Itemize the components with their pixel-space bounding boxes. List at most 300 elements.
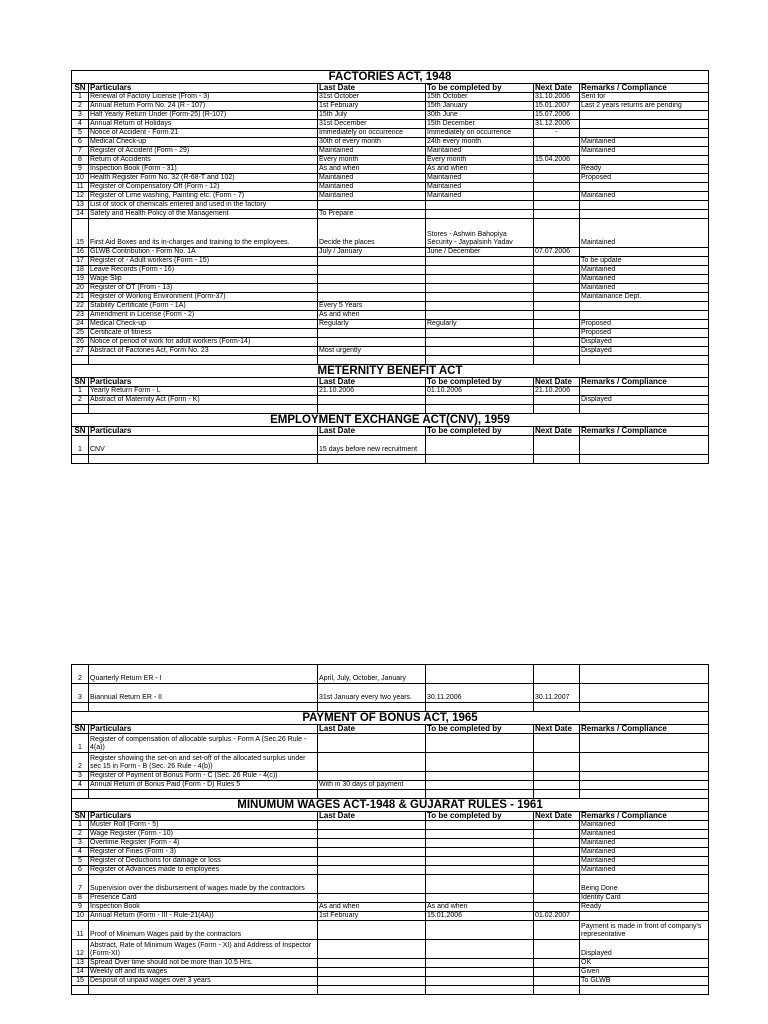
particulars-cell: Annual Return Form No. 24 (R - 107): [89, 102, 318, 111]
serial-number: 11: [72, 921, 89, 940]
serial-number: 2: [72, 830, 89, 839]
remarks-cell: Maintained: [580, 266, 709, 275]
section-title-row: [72, 799, 709, 812]
particulars-cell: Leave Records (Form - 16): [89, 266, 318, 275]
table-row: [72, 320, 709, 329]
header-row: [72, 84, 709, 93]
next-date-cell: 01.02.2007: [534, 912, 580, 921]
serial-number: 4: [72, 848, 89, 857]
blank-cell: [426, 405, 534, 414]
table-row: [72, 248, 709, 257]
next-date-cell: [534, 857, 580, 866]
remarks-cell: [580, 311, 709, 320]
blank-cell: [534, 405, 580, 414]
serial-number: 1: [72, 93, 89, 102]
column-header-remarks: Remarks / Compliance: [580, 427, 709, 436]
next-date-cell: [534, 275, 580, 284]
last-date-cell: Immediately on occurrence: [318, 129, 426, 138]
serial-number: 7: [72, 147, 89, 156]
remarks-cell: Maintainance Dept.: [580, 293, 709, 302]
column-header-remarks: Remarks / Compliance: [580, 378, 709, 387]
last-date-cell: [318, 839, 426, 848]
completed-by-cell: Every month: [426, 156, 534, 165]
remarks-cell: [580, 436, 709, 455]
table-row: [72, 903, 709, 912]
remarks-cell: Ready: [580, 165, 709, 174]
completed-by-cell: Regularly: [426, 320, 534, 329]
remarks-cell: Maintained: [580, 192, 709, 201]
particulars-cell: Safety and Health Policy of the Management: [89, 210, 318, 219]
remarks-cell: [580, 665, 709, 684]
serial-number: 26: [72, 338, 89, 347]
last-date-cell: Decide the places: [318, 219, 426, 248]
completed-by-cell: [426, 311, 534, 320]
remarks-cell: Maintained: [580, 284, 709, 293]
remarks-cell: OK: [580, 959, 709, 968]
column-header-remarks: Remarks / Compliance: [580, 812, 709, 821]
completed-by-cell: [426, 302, 534, 311]
blank-cell: [72, 790, 89, 799]
table-row: [72, 102, 709, 111]
next-date-cell: [534, 781, 580, 790]
next-date-cell: [534, 138, 580, 147]
table-row: [72, 210, 709, 219]
serial-number: 11: [72, 183, 89, 192]
last-date-cell: As and when: [318, 903, 426, 912]
column-header-next-date: Next Date: [534, 84, 580, 93]
table-row: [72, 111, 709, 120]
last-date-cell: [318, 293, 426, 302]
serial-number: 24: [72, 320, 89, 329]
completed-by-cell: [426, 665, 534, 684]
column-header-last-date: Last Date: [318, 427, 426, 436]
last-date-cell: Maintained: [318, 183, 426, 192]
serial-number: 6: [72, 138, 89, 147]
next-date-cell: [534, 875, 580, 894]
blank-cell: [318, 455, 426, 464]
particulars-cell: Wage Slip: [89, 275, 318, 284]
column-header-particulars: Particulars: [89, 84, 318, 93]
blank-row: [72, 703, 709, 712]
remarks-cell: Maintained: [580, 219, 709, 248]
table-row: [72, 311, 709, 320]
particulars-cell: Stability Certificate (Form - 1A): [89, 302, 318, 311]
next-date-cell: [534, 839, 580, 848]
particulars-cell: Register of Compensatory Off (Form - 12): [89, 183, 318, 192]
last-date-cell: Most urgently: [318, 347, 426, 356]
remarks-cell: Maintained: [580, 830, 709, 839]
remarks-cell: Given: [580, 968, 709, 977]
serial-number: 12: [72, 192, 89, 201]
table-row: [72, 129, 709, 138]
serial-number: 13: [72, 959, 89, 968]
last-date-cell: 1st February: [318, 102, 426, 111]
serial-number: 3: [72, 684, 89, 703]
blank-cell: [580, 790, 709, 799]
column-header-remarks: Remarks / Compliance: [580, 84, 709, 93]
serial-number: 5: [72, 129, 89, 138]
next-date-cell: 30.11.2007: [534, 684, 580, 703]
remarks-cell: [580, 912, 709, 921]
table-row: [72, 772, 709, 781]
particulars-cell: Register of OT (From - 13): [89, 284, 318, 293]
completed-by-cell: Immediately on occurrence: [426, 129, 534, 138]
last-date-cell: [318, 821, 426, 830]
blank-cell: [426, 703, 534, 712]
table-row: [72, 347, 709, 356]
last-date-cell: [318, 734, 426, 753]
serial-number: 14: [72, 210, 89, 219]
blank-cell: [89, 986, 318, 995]
last-date-cell: [318, 772, 426, 781]
remarks-cell: Maintained: [580, 866, 709, 875]
column-header-remarks: Remarks / Compliance: [580, 725, 709, 734]
next-date-cell: [534, 959, 580, 968]
last-date-cell: [318, 848, 426, 857]
next-date-cell: [534, 921, 580, 940]
header-row: [72, 378, 709, 387]
serial-number: 7: [72, 875, 89, 894]
next-date-cell: [534, 830, 580, 839]
next-date-cell: 15.01.2007: [534, 102, 580, 111]
blank-cell: [580, 703, 709, 712]
serial-number: 10: [72, 174, 89, 183]
particulars-cell: Half Yearly Return Under (Form-25) (R-107): [89, 111, 318, 120]
serial-number: 22: [72, 302, 89, 311]
next-date-cell: [534, 311, 580, 320]
table-row: [72, 329, 709, 338]
particulars-cell: Register of Lime washing, Painting etc. (Form - 7): [89, 192, 318, 201]
table-row: [72, 174, 709, 183]
table-row: [72, 275, 709, 284]
completed-by-cell: 15.01.2006: [426, 912, 534, 921]
next-date-cell: [534, 174, 580, 183]
remarks-cell: Identity Card: [580, 894, 709, 903]
last-date-cell: Maintained: [318, 174, 426, 183]
remarks-cell: Last 2 years returns are pending: [580, 102, 709, 111]
particulars-cell: Annual Return of Holidays: [89, 120, 318, 129]
next-date-cell: [534, 821, 580, 830]
next-date-cell: [534, 436, 580, 455]
completed-by-cell: Maintained: [426, 183, 534, 192]
serial-number: 16: [72, 248, 89, 257]
blank-cell: [318, 790, 426, 799]
particulars-cell: CNV: [89, 436, 318, 455]
remarks-cell: Proposed: [580, 174, 709, 183]
last-date-cell: Maintained: [318, 147, 426, 156]
next-date-cell: [534, 396, 580, 405]
serial-number: 2: [72, 396, 89, 405]
table-row: [72, 977, 709, 986]
blank-cell: [426, 986, 534, 995]
particulars-cell: GLWB Contribution - Form No. 1A: [89, 248, 318, 257]
column-header-last-date: Last Date: [318, 378, 426, 387]
remarks-cell: Maintained: [580, 821, 709, 830]
remarks-cell: [580, 387, 709, 396]
blank-cell: [72, 356, 89, 365]
remarks-cell: [580, 210, 709, 219]
blank-cell: [318, 356, 426, 365]
column-header-sn: SN: [72, 378, 89, 387]
last-date-cell: April, July, October, January: [318, 665, 426, 684]
last-date-cell: 31st December: [318, 120, 426, 129]
particulars-cell: Abstract of Factories Act, Form No. 23: [89, 347, 318, 356]
table-row: [72, 183, 709, 192]
table-row: [72, 968, 709, 977]
remarks-cell: [580, 156, 709, 165]
blank-row: [72, 356, 709, 365]
column-header-to-be-completed: To be completed by: [426, 812, 534, 821]
last-date-cell: [318, 968, 426, 977]
next-date-cell: [534, 302, 580, 311]
table-row: [72, 165, 709, 174]
completed-by-cell: [426, 396, 534, 405]
next-date-cell: [534, 848, 580, 857]
remarks-cell: [580, 302, 709, 311]
particulars-cell: Overtime Register (Form - 4): [89, 839, 318, 848]
table-row: [72, 93, 709, 102]
serial-number: 15: [72, 219, 89, 248]
particulars-cell: Quarterly Return ER - I: [89, 665, 318, 684]
remarks-cell: Displayed: [580, 347, 709, 356]
completed-by-cell: [426, 894, 534, 903]
last-date-cell: [318, 284, 426, 293]
completed-by-cell: Maintained: [426, 192, 534, 201]
compliance-table-page-2: [71, 664, 709, 995]
next-date-cell: 07.07.2006: [534, 248, 580, 257]
table-row: [72, 875, 709, 894]
particulars-cell: Supervision over the disbursement of wages made by the contractors: [89, 875, 318, 894]
table-row: [72, 839, 709, 848]
particulars-cell: First Aid Boxes and its in-charges and training to the employees.: [89, 219, 318, 248]
completed-by-cell: [426, 284, 534, 293]
serial-number: 1: [72, 821, 89, 830]
next-date-cell: [534, 293, 580, 302]
last-date-cell: [318, 266, 426, 275]
serial-number: 12: [72, 940, 89, 959]
next-date-cell: 15.07.2006: [534, 111, 580, 120]
remarks-cell: [580, 753, 709, 772]
table-row: [72, 665, 709, 684]
particulars-cell: Return of Accidents: [89, 156, 318, 165]
blank-cell: [426, 455, 534, 464]
serial-number: 1: [72, 387, 89, 396]
last-date-cell: [318, 875, 426, 894]
particulars-cell: List of stock of chemicals entered and used in the factory: [89, 201, 318, 210]
particulars-cell: Yearly Return Form - L: [89, 387, 318, 396]
section-title-row: [72, 365, 709, 378]
serial-number: 2: [72, 102, 89, 111]
serial-number: 9: [72, 903, 89, 912]
table-row: [72, 302, 709, 311]
column-header-to-be-completed: To be completed by: [426, 378, 534, 387]
column-header-last-date: Last Date: [318, 725, 426, 734]
remarks-cell: [580, 120, 709, 129]
next-date-cell: -: [534, 129, 580, 138]
table-row: [72, 284, 709, 293]
particulars-cell: Health Register Form No. 32 (R-68-T and 102): [89, 174, 318, 183]
blank-cell: [580, 356, 709, 365]
serial-number: 17: [72, 257, 89, 266]
table-row: [72, 201, 709, 210]
particulars-cell: Biannual Return ER - II: [89, 684, 318, 703]
particulars-cell: Inspection Book (Form - 31): [89, 165, 318, 174]
blank-cell: [318, 703, 426, 712]
particulars-cell: Medical Check-up: [89, 138, 318, 147]
next-date-cell: [534, 219, 580, 248]
last-date-cell: Regularly: [318, 320, 426, 329]
next-date-cell: [534, 284, 580, 293]
last-date-cell: [318, 753, 426, 772]
completed-by-cell: 15th December: [426, 120, 534, 129]
remarks-cell: [580, 111, 709, 120]
next-date-cell: [534, 866, 580, 875]
completed-by-cell: Maintained: [426, 147, 534, 156]
serial-number: 6: [72, 866, 89, 875]
table-row: [72, 293, 709, 302]
serial-number: 2: [72, 665, 89, 684]
last-date-cell: [318, 894, 426, 903]
header-row: [72, 812, 709, 821]
blank-cell: [72, 455, 89, 464]
table-row: [72, 848, 709, 857]
particulars-cell: Register of Fines (Form - 3): [89, 848, 318, 857]
serial-number: 10: [72, 912, 89, 921]
serial-number: 23: [72, 311, 89, 320]
blank-cell: [89, 455, 318, 464]
serial-number: 4: [72, 120, 89, 129]
column-header-to-be-completed: To be completed by: [426, 84, 534, 93]
next-date-cell: [534, 665, 580, 684]
completed-by-cell: 30.11.2006: [426, 684, 534, 703]
particulars-cell: Register of compensation of allocable surplus - Form A (Sec.26 Rule - 4(a)): [89, 734, 318, 753]
particulars-cell: Notice of Accident - Form 21: [89, 129, 318, 138]
last-date-cell: [318, 396, 426, 405]
completed-by-cell: [426, 875, 534, 894]
completed-by-cell: [426, 857, 534, 866]
table-row: [72, 219, 709, 248]
blank-cell: [89, 790, 318, 799]
column-header-particulars: Particulars: [89, 812, 318, 821]
particulars-cell: Register of Deductions for damage or loss: [89, 857, 318, 866]
section-title: MINUMUM WAGES ACT-1948 & GUJARAT RULES - 1961: [72, 799, 709, 812]
last-date-cell: [318, 329, 426, 338]
blank-cell: [89, 356, 318, 365]
blank-cell: [580, 405, 709, 414]
remarks-cell: Maintained: [580, 138, 709, 147]
particulars-cell: Certificate of fitness: [89, 329, 318, 338]
remarks-cell: [580, 129, 709, 138]
blank-row: [72, 790, 709, 799]
completed-by-cell: As and when: [426, 165, 534, 174]
last-date-cell: [318, 940, 426, 959]
remarks-cell: [580, 734, 709, 753]
blank-cell: [89, 405, 318, 414]
particulars-cell: Presence Card: [89, 894, 318, 903]
remarks-cell: Displayed: [580, 940, 709, 959]
last-date-cell: Every 5 Years: [318, 302, 426, 311]
completed-by-cell: 15th October: [426, 93, 534, 102]
completed-by-cell: 30th June: [426, 111, 534, 120]
remarks-cell: [580, 201, 709, 210]
blank-cell: [426, 356, 534, 365]
blank-cell: [318, 986, 426, 995]
remarks-cell: Ready: [580, 903, 709, 912]
completed-by-cell: [426, 940, 534, 959]
compliance-table-page-1: [71, 70, 709, 464]
column-header-next-date: Next Date: [534, 427, 580, 436]
last-date-cell: [318, 201, 426, 210]
completed-by-cell: [426, 781, 534, 790]
table-row: [72, 912, 709, 921]
particulars-cell: Register of Payment of Bonus Form - C (Sec. 26 Rule - 4(c)): [89, 772, 318, 781]
table-row: [72, 396, 709, 405]
completed-by-cell: [426, 329, 534, 338]
table-row: [72, 753, 709, 772]
table-row: [72, 387, 709, 396]
last-date-cell: [318, 959, 426, 968]
remarks-cell: To GLWB: [580, 977, 709, 986]
header-row: [72, 725, 709, 734]
next-date-cell: [534, 329, 580, 338]
next-date-cell: [534, 977, 580, 986]
particulars-cell: Muster Roll (Form - 5): [89, 821, 318, 830]
completed-by-cell: Stores - Ashwin Bahopiya Security - Jaypalsinh Yadav: [426, 219, 534, 248]
completed-by-cell: 01.10.2006: [426, 387, 534, 396]
next-date-cell: 31.10.2006: [534, 93, 580, 102]
serial-number: 25: [72, 329, 89, 338]
remarks-cell: To be update: [580, 257, 709, 266]
particulars-cell: Spread Over time should not be more than 10.5 Hrs.: [89, 959, 318, 968]
next-date-cell: [534, 338, 580, 347]
completed-by-cell: 15th January: [426, 102, 534, 111]
remarks-cell: Maintained: [580, 275, 709, 284]
section-title: METERNITY BENEFIT ACT: [72, 365, 709, 378]
serial-number: 3: [72, 839, 89, 848]
serial-number: 1: [72, 734, 89, 753]
next-date-cell: [534, 183, 580, 192]
serial-number: 20: [72, 284, 89, 293]
completed-by-cell: [426, 338, 534, 347]
completed-by-cell: [426, 436, 534, 455]
remarks-cell: Being Done: [580, 875, 709, 894]
table-row: [72, 940, 709, 959]
last-date-cell: [318, 857, 426, 866]
last-date-cell: Maintained: [318, 192, 426, 201]
last-date-cell: 30th of every month: [318, 138, 426, 147]
last-date-cell: July / January: [318, 248, 426, 257]
particulars-cell: Annual Return of Bonus Paid (Form - D) Rules 5: [89, 781, 318, 790]
completed-by-cell: Maintained: [426, 174, 534, 183]
blank-cell: [580, 986, 709, 995]
column-header-sn: SN: [72, 725, 89, 734]
table-row: [72, 781, 709, 790]
table-row: [72, 866, 709, 875]
remarks-cell: [580, 684, 709, 703]
next-date-cell: 15.04.2006: [534, 156, 580, 165]
blank-row: [72, 455, 709, 464]
next-date-cell: 31.12.2006: [534, 120, 580, 129]
blank-cell: [426, 790, 534, 799]
serial-number: 9: [72, 165, 89, 174]
serial-number: 3: [72, 772, 89, 781]
completed-by-cell: [426, 753, 534, 772]
blank-cell: [534, 703, 580, 712]
serial-number: 15: [72, 977, 89, 986]
blank-cell: [89, 703, 318, 712]
table-row: [72, 959, 709, 968]
remarks-cell: Sent for: [580, 93, 709, 102]
